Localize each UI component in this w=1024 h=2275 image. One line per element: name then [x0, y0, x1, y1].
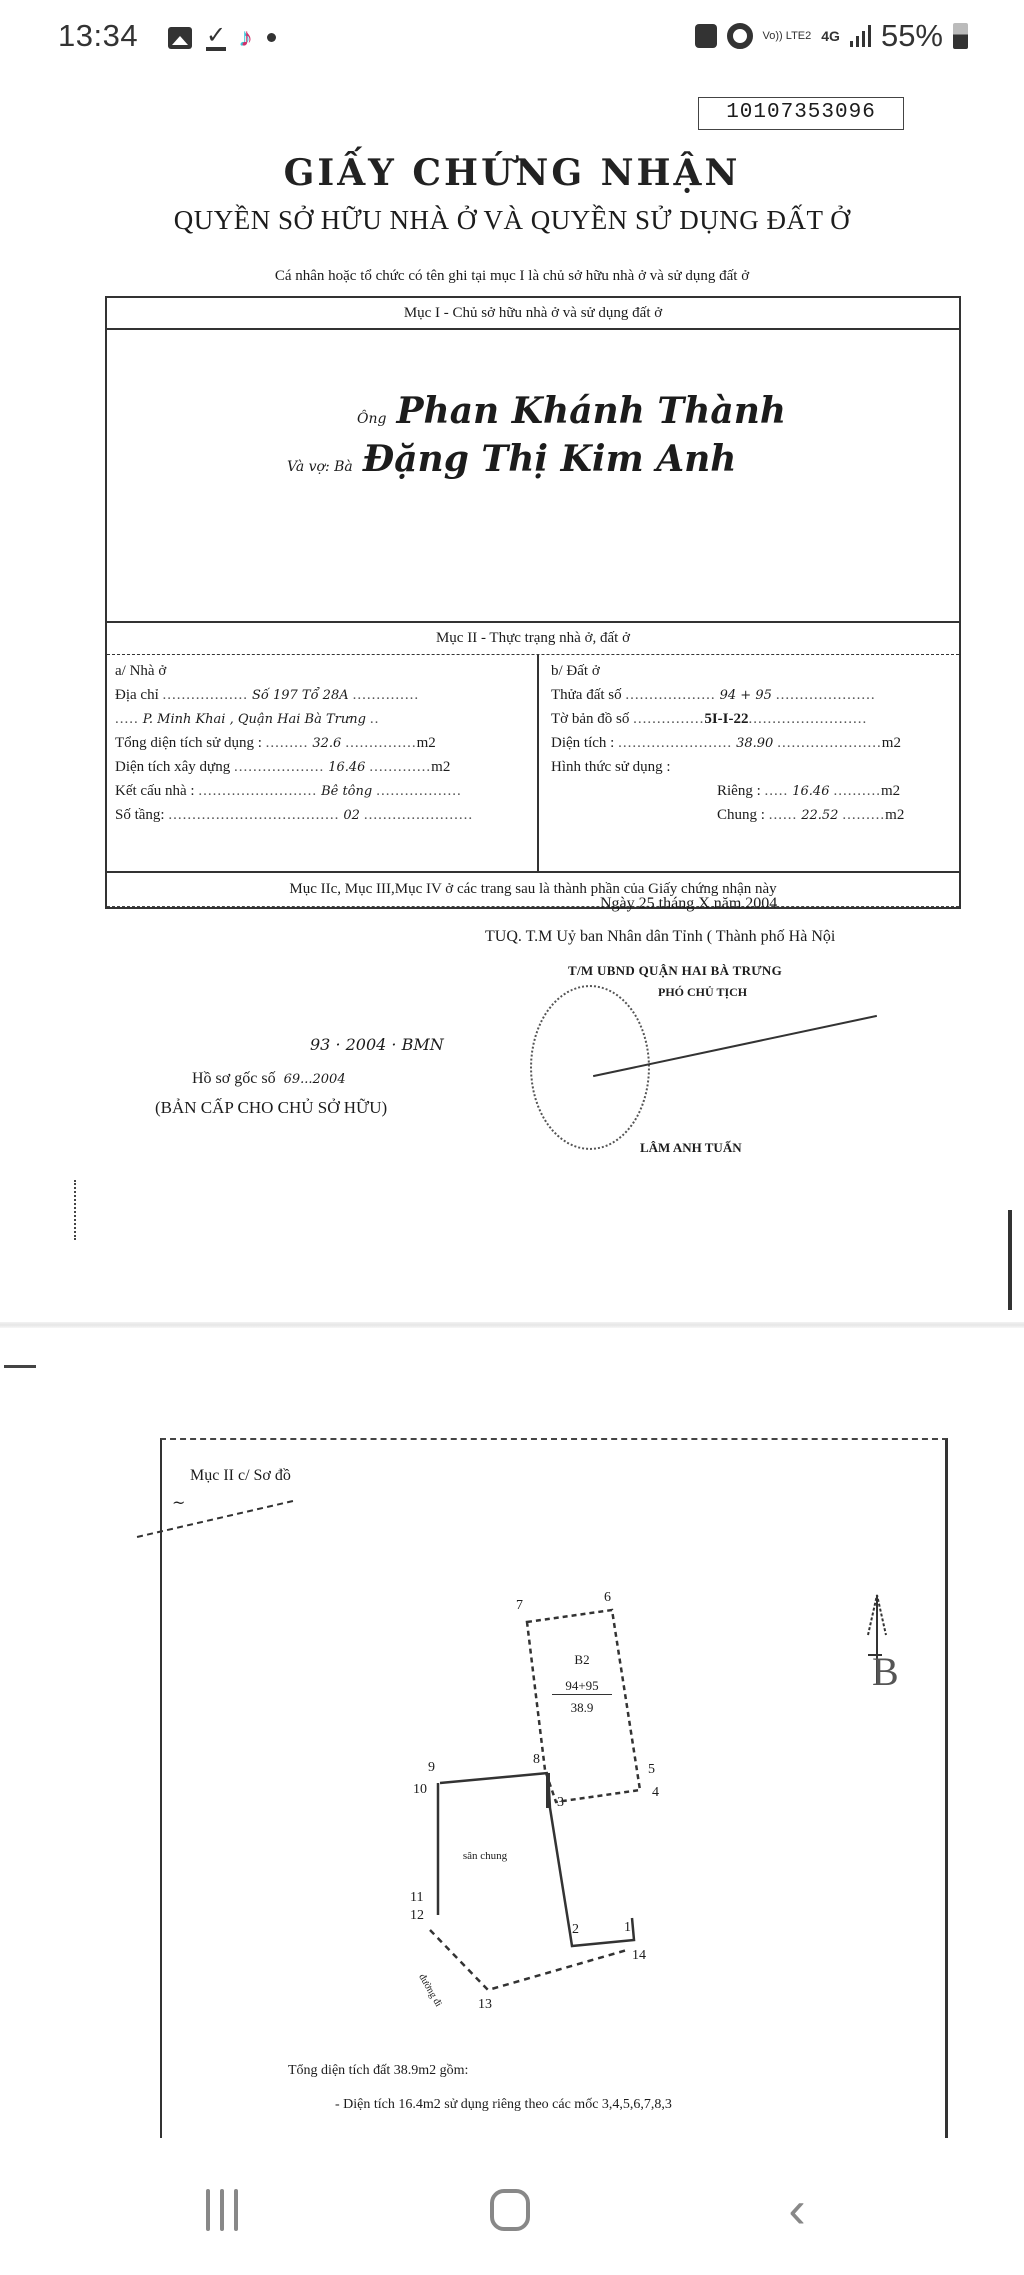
volte-lte2-icon: Vo)) LTE2	[762, 29, 812, 42]
land-area-unit: m2	[881, 735, 901, 751]
land-area-label: Diện tích :	[551, 735, 615, 751]
parcel-label: B2	[574, 1652, 590, 1667]
owner-1	[357, 390, 786, 432]
page-edge-mark	[74, 1180, 76, 1240]
construction-area-label: Diện tích xây dựng	[115, 759, 231, 775]
shared-yard-label: sân chung	[462, 1850, 508, 1862]
plot-no-value: 94 + 95	[719, 688, 772, 703]
point-4: 4	[652, 1785, 659, 1800]
total-area-text: Tổng diện tích đất 38.9m2 gồm:	[288, 2063, 469, 2078]
signal-icon	[850, 25, 871, 47]
point-3: 3	[557, 1795, 564, 1810]
diagram-section-label: Mục II c/ Sơ đồ	[190, 1467, 291, 1484]
floors-row: Số tầng: .................................... 02 .......................	[115, 807, 474, 823]
initial-signature: ~	[172, 1493, 186, 1512]
security-icon	[695, 24, 717, 48]
recents-button[interactable]	[182, 2180, 262, 2240]
issue-date: Ngày 25 tháng X năm 2004	[600, 895, 778, 912]
usage-form-row: Hình thức sử dụng :	[551, 759, 671, 775]
address-line2: P. Minh Khai , Quận Hai Bà Trưng	[142, 712, 366, 727]
private-use-row: Riêng : ..... 16.46 ..........m2	[717, 783, 901, 799]
shared-use-label: Chung :	[717, 807, 765, 823]
road-label: đường đi	[416, 1972, 444, 2009]
private-use-value: 16.46	[792, 784, 830, 799]
area-detail-text: - Diện tích 16.4m2 sử dụng riêng theo các mốc 3,4,5,6,7,8,3	[335, 2097, 672, 2112]
map-sheet-row: Tờ bản đồ số ...............5I-I-22.........................	[551, 711, 868, 727]
battery-icon	[953, 23, 968, 49]
point-10: 10	[413, 1782, 427, 1797]
section1-heading: Mục I - Chủ sở hữu nhà ở và sử dụng đất ở	[107, 298, 959, 330]
certificate-footnote: Mục IIc, Mục III,Mục IV ở các trang sau là thành phần của Giấy chứng nhận này	[107, 873, 959, 907]
diagram-page-frame	[160, 1438, 948, 2138]
tiktok-icon: ♪	[240, 22, 254, 52]
signer-name: LÂM ANH TUẤN	[640, 1140, 742, 1155]
gallery-icon	[168, 27, 192, 49]
point-5: 5	[648, 1762, 655, 1777]
handwritten-note: 93 · 2004 · BMN	[310, 1035, 444, 1054]
point-7: 7	[516, 1598, 523, 1613]
shared-use-row: Chung : ...... 22.52 .........m2	[717, 807, 905, 823]
district-committee: T/M UBND QUẬN HAI BÀ TRƯNG	[568, 963, 783, 978]
back-icon: ‹	[788, 2181, 806, 2239]
serial-number: 10107353096	[698, 97, 904, 130]
section1-owners	[107, 330, 959, 623]
home-button[interactable]	[470, 2180, 550, 2240]
point-6: 6	[604, 1590, 611, 1605]
house-info	[107, 655, 539, 871]
page-divider	[0, 1322, 1024, 1328]
plot-no-row: Thửa đất số ................... 94 + 95 .....................	[551, 687, 876, 703]
land-area-value: 38.90	[736, 736, 774, 751]
back-button[interactable]	[757, 2180, 837, 2240]
shared-use-value: 22.52	[801, 808, 839, 823]
map-sheet-value: 5I-I-22	[704, 711, 749, 727]
point-8: 8	[533, 1752, 540, 1767]
4g-data-icon: 4G	[821, 27, 840, 44]
dossier-number	[192, 1070, 350, 1088]
construction-area-unit: m2	[431, 759, 451, 775]
owner-2-prefix: Và vợ: Bà	[287, 459, 353, 475]
system-icons	[695, 18, 968, 54]
address-row-2: ..... P. Minh Khai , Quận Hai Bà Trưng ..	[115, 711, 380, 727]
section2-body	[107, 655, 959, 873]
total-use-area-row: Tổng diện tích sử dụng : ......... 32.6 ...............m2	[115, 735, 436, 751]
certificate-page-front	[0, 80, 1024, 1230]
owner-2-name: Đặng Thị Kim Anh	[362, 438, 737, 480]
notification-dot-icon	[267, 33, 276, 42]
dossier-value: 69...2004	[283, 1072, 346, 1087]
construction-area-row: Diện tích xây dựng ................... 16.46 .............m2	[115, 759, 451, 775]
signer-position: PHÓ CHỦ TỊCH	[658, 985, 748, 999]
house-heading: a/ Nhà ở	[115, 663, 167, 679]
parcel-area: 38.9	[570, 1700, 594, 1715]
shared-use-unit: m2	[885, 807, 905, 823]
home-icon	[490, 2189, 530, 2231]
section2-heading: Mục II - Thực trạng nhà ở, đất ở	[107, 623, 959, 655]
navigation-bar	[0, 2150, 1024, 2275]
point-2: 2	[572, 1922, 579, 1937]
address-label: Địa chỉ	[115, 687, 159, 703]
floors-value: 02	[343, 808, 360, 823]
certificate-intro: Cá nhân hoặc tổ chức có tên ghi tại mục I là chủ sở hữu nhà ở và sử dụng đất ở	[274, 268, 750, 284]
point-9: 9	[428, 1760, 435, 1775]
certificate-title: GIẤY CHỨNG NHẬN	[283, 152, 741, 194]
owner-1-name: Phan Khánh Thành	[396, 390, 787, 432]
structure-value: Bê tông	[321, 784, 373, 799]
copy-for-owner: (BẢN CẤP CHO CHỦ SỞ HỮU)	[155, 1098, 388, 1117]
structure-label: Kết cấu nhà :	[115, 783, 195, 799]
total-use-area-label: Tổng diện tích sử dụng :	[115, 735, 262, 751]
land-info	[539, 655, 959, 871]
land-area-row: Diện tích : ........................ 38.90 ......................m2	[551, 735, 901, 751]
private-use-unit: m2	[880, 783, 901, 799]
point-14: 14	[632, 1948, 646, 1963]
issuing-authority: TUQ. T.M Uỷ ban Nhân dân Tỉnh ( Thành phố Hà Nội	[485, 928, 836, 945]
construction-area-value: 16.46	[328, 760, 366, 775]
certificate-subtitle: QUYỀN SỞ HỮU NHÀ Ở VÀ QUYỀN SỬ DỤNG ĐẤT Ở	[173, 205, 851, 235]
floors-label: Số tầng:	[115, 807, 165, 823]
point-11: 11	[410, 1890, 424, 1905]
dossier-label: Hồ sơ gốc số	[192, 1070, 276, 1087]
certificate-table	[105, 296, 961, 909]
land-heading: b/ Đất ở	[551, 663, 600, 679]
status-bar	[0, 0, 1024, 80]
battery-percent: 55%	[880, 18, 943, 53]
status-time: 13:34	[58, 18, 139, 53]
plot-no-label: Thửa đất số	[551, 687, 622, 703]
point-13: 13	[478, 1997, 492, 2012]
private-use-label: Riêng :	[717, 783, 761, 799]
page-edge-mark	[4, 1365, 36, 1368]
compass-label: B	[872, 1649, 899, 1694]
owner-1-prefix: Ông	[357, 411, 387, 427]
map-sheet-label: Tờ bản đồ số	[551, 711, 630, 727]
point-1: 1	[624, 1920, 631, 1935]
notification-icons	[168, 22, 276, 53]
structure-row: Kết cấu nhà : ......................... Bê tông ..................	[115, 783, 462, 799]
address-line1: Số 197 Tổ 28A	[251, 688, 349, 703]
recents-icon	[206, 2189, 210, 2231]
download-done-icon: ✓	[206, 21, 227, 49]
total-use-area-unit: m2	[416, 735, 436, 751]
parcel-number: 94+95	[552, 1678, 612, 1695]
scroll-indicator[interactable]	[1008, 1210, 1012, 1310]
total-use-area-value: 32.6	[312, 736, 342, 751]
owner-2	[287, 438, 736, 480]
alarm-icon	[727, 23, 753, 49]
address-row: Địa chỉ .................. Số 197 Tổ 28A ..............	[115, 687, 420, 703]
point-12: 12	[410, 1908, 424, 1923]
